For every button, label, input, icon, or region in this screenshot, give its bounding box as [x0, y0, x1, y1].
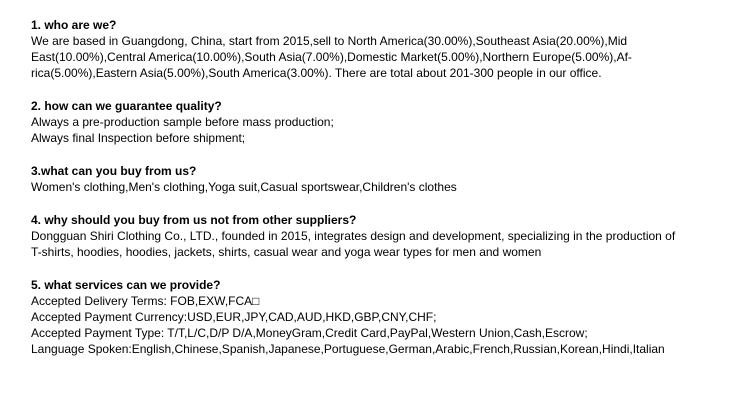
languages-spoken: Language Spoken:English,Chinese,Spanish,Japanese,Portuguese,German,Arabic,French,Russian,Korean,Hindi,Italian [31, 342, 665, 356]
answer-line: rica(5.00%),Eastern Asia(5.00%),South America(3.00%). There are total about 201-300 people in our office. [31, 66, 602, 80]
faq-section-services [31, 277, 731, 357]
answer-line: Always final Inspection before shipment; [31, 131, 246, 145]
answer-line: Women's clothing,Men's clothing,Yoga suit,Casual sportswear,Children's clothes [31, 180, 457, 194]
question-heading: 4. why should you buy from us not from other suppliers? [31, 213, 357, 227]
payment-currency: Accepted Payment Currency:USD,EUR,JPY,CAD,AUD,HKD,GBP,CNY,CHF; [31, 310, 437, 324]
question-heading: 1. who are we? [31, 18, 117, 32]
delivery-terms: Accepted Delivery Terms: FOB,EXW,FCA□ [31, 294, 260, 308]
answer-line: We are based in Guangdong, China, start from 2015,sell to North America(30.00%),Southeast Asia(20.00%),Mid [31, 34, 628, 48]
answer-line: Always a pre-production sample before mass production; [31, 115, 334, 129]
faq-section-quality [31, 98, 731, 146]
faq-section-products [31, 163, 731, 195]
question-heading: 3.what can you buy from us? [31, 164, 197, 178]
payment-type: Accepted Payment Type: T/T,L/C,D/P D/A,MoneyGram,Credit Card,PayPal,Western Union,Cash,Escrow; [31, 326, 588, 340]
faq-document [31, 17, 731, 374]
answer-line: East(10.00%),Central America(10.00%),South Asia(7.00%),Domestic Market(5.00%),Northern Europe(5.00%),Af- [31, 50, 632, 64]
faq-section-why-us [31, 212, 731, 260]
answer-line: Dongguan Shiri Clothing Co., LTD., founded in 2015, integrates design and development, specializing in the production of [31, 229, 676, 243]
question-heading: 2. how can we guarantee quality? [31, 99, 222, 113]
question-heading: 5. what services can we provide? [31, 278, 221, 292]
answer-line: T-shirts, hoodies, hoodies, jackets, shirts, casual wear and yoga wear types for men and women [31, 245, 542, 259]
faq-section-who-are-we [31, 17, 731, 81]
